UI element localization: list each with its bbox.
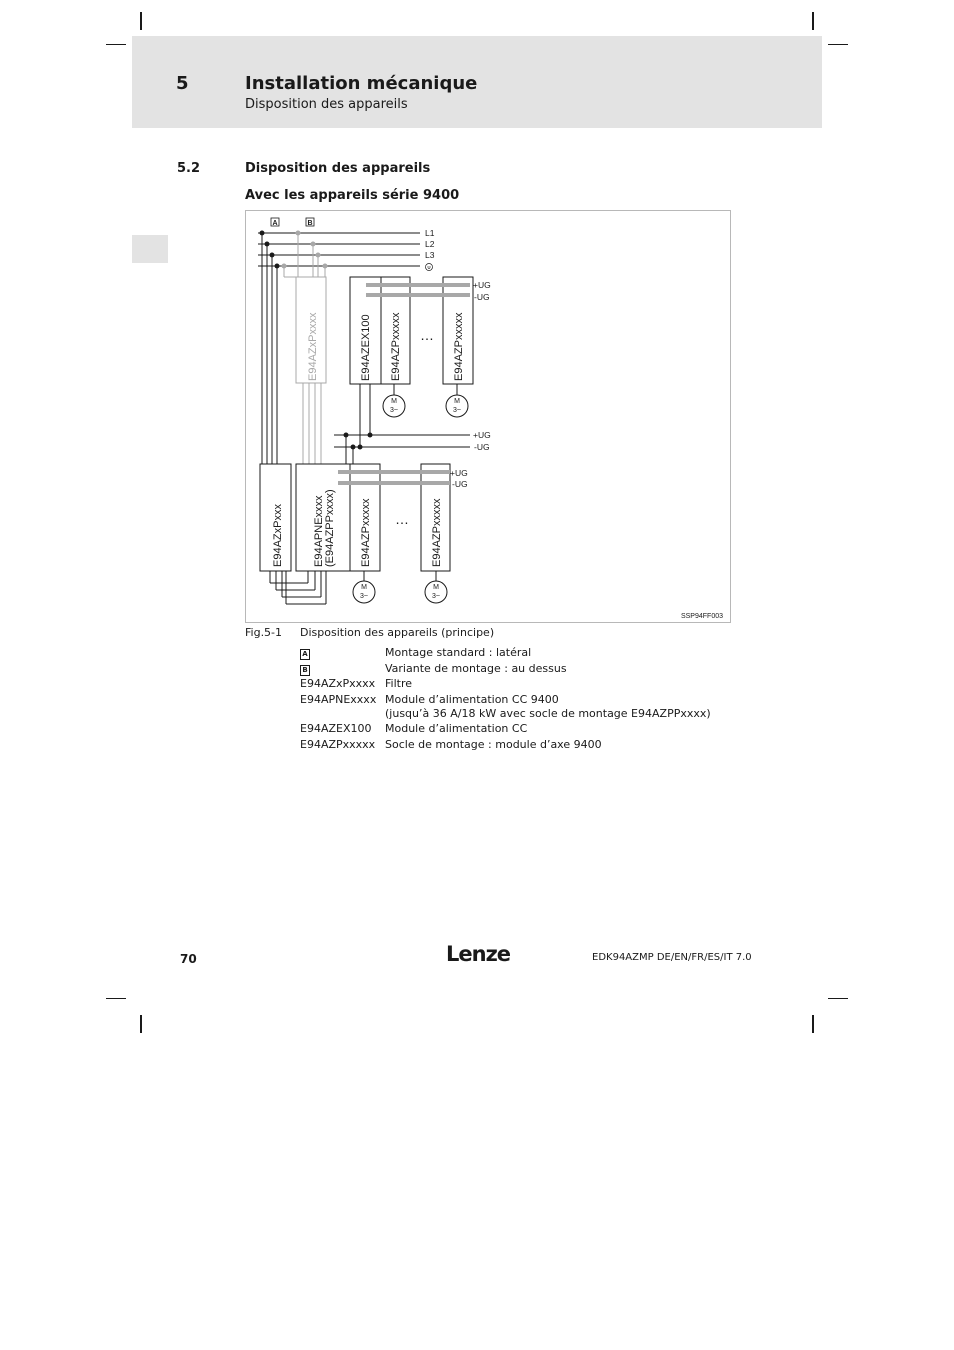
legend-row: [300, 646, 720, 660]
legend-key: E94AZEX100: [300, 722, 372, 735]
section-title: Disposition des appareils: [245, 161, 431, 176]
legend-row: [300, 738, 720, 752]
chapter-subtitle: Disposition des appareils: [245, 97, 408, 112]
axis-bottom-1-label: E94AZPxxxxx: [360, 498, 372, 567]
dc-supply-bottom-label-2: (E94AZPPxxxx): [324, 489, 336, 567]
axis-bottom-2-label: E94AZPxxxxx: [431, 498, 443, 567]
svg-text:M: M: [433, 584, 439, 591]
chapter-title: Installation mécanique: [245, 73, 478, 94]
dc-plus-mid-label: +UG: [473, 430, 491, 440]
wiring-diagram: [246, 211, 730, 622]
legend-key: A: [300, 649, 310, 660]
crop-mark: [812, 1015, 814, 1033]
dc-minus-top-label: -UG: [474, 292, 490, 302]
crop-mark: [828, 998, 848, 999]
crop-mark: [828, 44, 848, 45]
legend-row: [300, 722, 720, 736]
legend-desc: Variante de montage : au dessus: [385, 661, 567, 675]
legend-row: [300, 662, 720, 676]
axis-top-1-label: E94AZPxxxxx: [390, 312, 402, 381]
axis-top-2-label: E94AZPxxxxx: [453, 312, 465, 381]
legend-row: [300, 693, 720, 721]
svg-text:M: M: [361, 584, 367, 591]
legend-desc: Filtre: [385, 677, 413, 690]
line-l2-label: L2: [425, 239, 435, 249]
dc-plus-top-label: +UG: [473, 280, 491, 290]
side-tab-marker: [132, 235, 168, 263]
chapter-number: 5: [176, 73, 189, 94]
legend-key: B: [300, 665, 310, 676]
crop-mark: [106, 44, 126, 45]
legend-desc: Socle de montage : module d’axe 9400: [385, 737, 602, 751]
svg-text:3~: 3~: [453, 407, 461, 414]
svg-text:M: M: [391, 398, 397, 405]
legend-desc-note: (jusqu’à 36 A/18 kW avec socle de montage E94AZPPxxxx): [385, 706, 711, 720]
variant-a-label: A: [272, 220, 278, 227]
section-number: 5.2: [177, 161, 201, 176]
line-l3-label: L3: [425, 250, 435, 260]
figure-caption: Disposition des appareils (principe): [300, 626, 495, 639]
legend-key: E94AZPxxxxx: [300, 737, 376, 751]
legend-desc: Module d’alimentation CC 9400: [385, 692, 559, 706]
line-l1-label: L1: [425, 228, 435, 238]
brand-logo: Lenze: [446, 942, 511, 966]
svg-text:3~: 3~: [432, 593, 440, 600]
crop-mark: [140, 1015, 142, 1033]
crop-mark: [106, 998, 126, 999]
svg-text:M: M: [454, 398, 460, 405]
legend-key: E94APNExxxx: [300, 692, 377, 706]
crop-mark: [812, 12, 814, 30]
figure-label: Fig.5-1: [245, 626, 283, 639]
svg-text:3~: 3~: [360, 593, 368, 600]
legend-row: [300, 677, 720, 691]
figure-reference-code: SSP94FF003: [680, 613, 723, 620]
legend-desc: Montage standard : latéral: [385, 646, 532, 659]
dc-plus-bottom-label: +UG: [450, 468, 468, 478]
dc-minus-mid-label: -UG: [474, 442, 490, 452]
page-number: 70: [180, 952, 197, 966]
legend-desc: Module d’alimentation CC: [385, 722, 528, 735]
subsection-title: Avec les appareils série 9400: [245, 188, 460, 203]
svg-text:3~: 3~: [390, 407, 398, 414]
variant-b-label: B: [307, 220, 313, 227]
ellipsis-top: …: [420, 327, 434, 343]
legend-key: E94AZxPxxxx: [300, 677, 376, 690]
filter-bottom-label: E94AZxPxxx: [272, 504, 284, 567]
dc-supply-top-label: E94AZEX100: [360, 314, 372, 381]
document-id: EDK94AZMP DE/EN/FR/ES/IT 7.0: [592, 952, 752, 963]
legend-table: [300, 646, 720, 753]
ellipsis-bottom: …: [395, 511, 409, 527]
crop-mark: [140, 12, 142, 30]
dc-supply-bottom-label-1: E94APNExxxx: [313, 495, 325, 567]
dc-minus-bottom-label: -UG: [452, 479, 468, 489]
filter-top-label: E94AZxPxxxx: [307, 312, 319, 381]
